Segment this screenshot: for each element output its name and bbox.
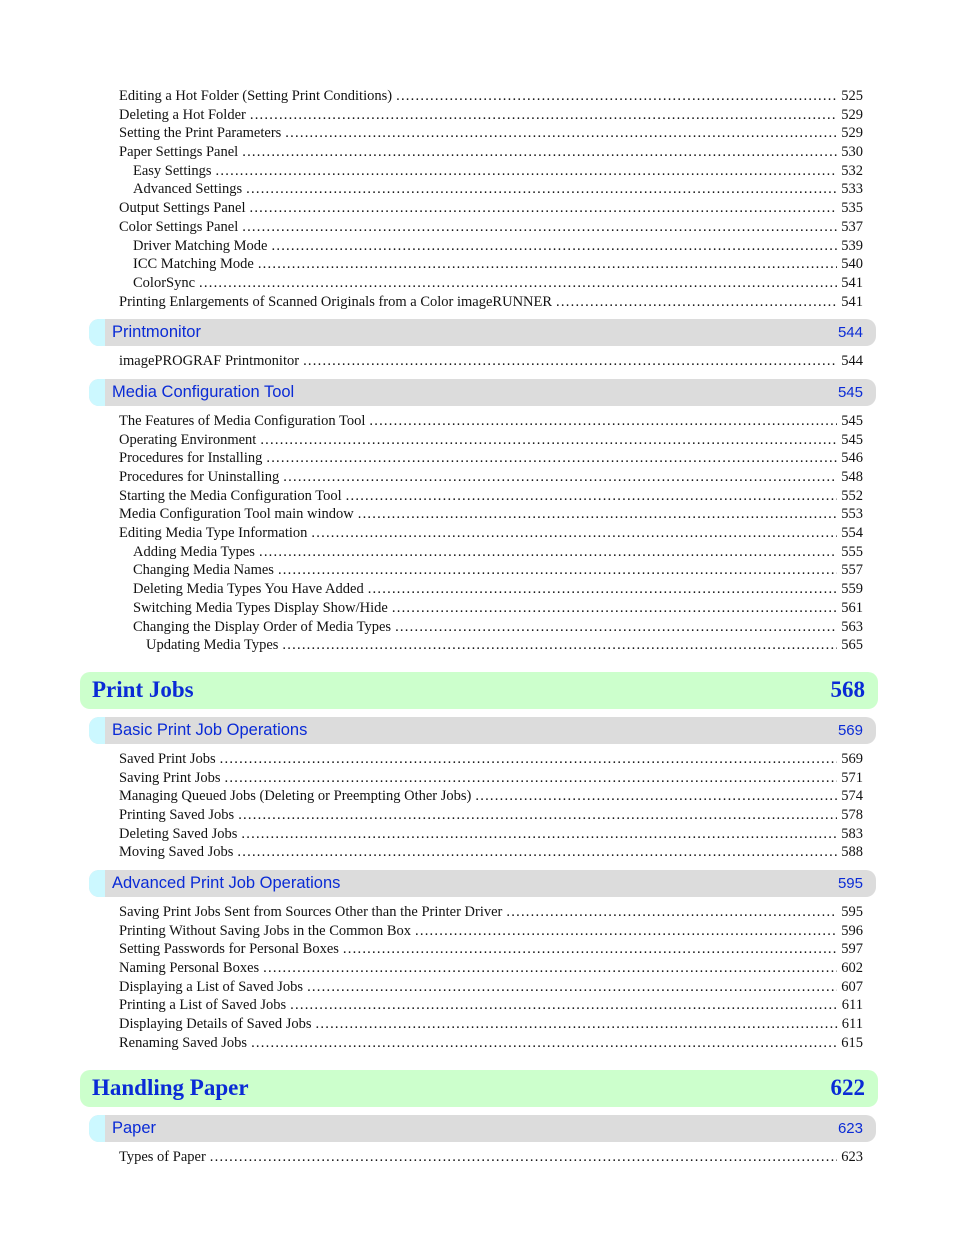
toc-entry-title: Paper Settings Panel: [119, 144, 239, 161]
toc-entry: [0, 412, 954, 431]
toc-entry-link[interactable]: [119, 996, 863, 1015]
toc-entry-page: 554: [841, 525, 863, 542]
section-title: Printmonitor: [112, 323, 201, 342]
toc-entry-title: Adding Media Types: [133, 543, 255, 560]
toc-entry: [0, 543, 954, 562]
dot-leader: [258, 255, 837, 274]
toc-entry-page: 588: [841, 844, 863, 861]
toc-entry-page: 623: [841, 1148, 863, 1165]
dot-leader: [250, 106, 837, 125]
toc-entry-link[interactable]: [133, 618, 863, 637]
toc-entry-link[interactable]: [119, 293, 863, 312]
toc-entry-link[interactable]: [119, 806, 863, 825]
toc-entry-link[interactable]: [119, 468, 863, 487]
toc-entry: [0, 487, 954, 506]
toc-entry-title: Editing a Hot Folder (Setting Print Conditions): [119, 88, 393, 104]
dot-leader: [249, 199, 837, 218]
toc-entry-link[interactable]: [133, 599, 863, 618]
chapter-title: Handling Paper: [92, 1074, 249, 1100]
toc-entry-page: 544: [841, 353, 863, 370]
toc-section-header: [0, 1115, 954, 1144]
toc-entry-page: 557: [841, 562, 863, 579]
toc-entry-page: 611: [841, 997, 863, 1014]
toc-entry: [0, 978, 954, 997]
toc-entry-title: Displaying Details of Saved Jobs: [119, 1016, 312, 1033]
toc-entry-title: Moving Saved Jobs: [119, 844, 234, 861]
toc-entry-page: 529: [841, 125, 863, 142]
section-title: Media Configuration Tool: [112, 382, 295, 401]
toc-entry-page: 559: [841, 581, 863, 598]
toc-entry: [0, 843, 954, 862]
toc-entry: [0, 806, 954, 825]
dot-leader: [415, 922, 837, 941]
toc-chapter-header: [0, 672, 954, 709]
toc-entry-title: Updating Media Types: [146, 637, 279, 654]
dot-leader: [242, 218, 837, 237]
toc-entry-title: imagePROGRAF Printmonitor: [119, 353, 300, 370]
toc-entry-page: 535: [841, 200, 863, 217]
toc-entry-link[interactable]: [119, 412, 863, 431]
toc-entry-title: Saving Print Jobs Sent from Sources Other than the Printer Driver: [119, 904, 503, 920]
dot-leader: [278, 561, 837, 580]
toc-entry-page: 546: [841, 450, 863, 467]
toc-entry-link[interactable]: [133, 162, 863, 181]
dot-leader: [369, 412, 837, 431]
toc-entry-link[interactable]: [119, 1148, 863, 1167]
toc-entry-title: Procedures for Uninstalling: [119, 469, 280, 485]
toc-entry: [0, 1015, 954, 1034]
toc-entry: [0, 1148, 954, 1167]
dot-leader: [506, 903, 837, 922]
toc-entry-title: Managing Queued Jobs (Deleting or Preempting Other Jobs): [119, 788, 472, 805]
toc-entry-link[interactable]: [146, 636, 863, 655]
toc-entry-title: Editing Media Type Information: [119, 525, 308, 542]
toc-entry-link[interactable]: [119, 106, 863, 125]
dot-leader: [290, 996, 838, 1015]
toc-entry-page: 539: [841, 237, 863, 254]
dot-leader: [396, 87, 837, 106]
dot-leader: [343, 940, 837, 959]
dot-leader: [395, 618, 837, 637]
toc-entry: [0, 505, 954, 524]
toc-entry-page: 596: [841, 922, 863, 939]
toc-entry: [0, 769, 954, 788]
dot-leader: [210, 1148, 837, 1167]
toc-entry-link[interactable]: [119, 124, 863, 143]
toc-entry-link[interactable]: [133, 580, 863, 599]
toc-entry-title: Printing a List of Saved Jobs: [119, 997, 287, 1014]
toc-entry-title: Color Settings Panel: [119, 218, 239, 235]
toc-entry-link[interactable]: [119, 750, 863, 769]
dot-leader: [266, 449, 837, 468]
section-title: Advanced Print Job Operations: [112, 874, 341, 892]
toc-entry-page: 578: [841, 806, 863, 823]
toc-entry-link[interactable]: [119, 843, 863, 862]
toc-entry-title: Starting the Media Configuration Tool: [119, 487, 342, 504]
toc-entry-link[interactable]: [119, 143, 863, 162]
dot-leader: [346, 487, 838, 506]
toc-section-link[interactable]: [89, 870, 876, 897]
toc-entry-title: Deleting Saved Jobs: [119, 825, 238, 842]
toc-entry-link[interactable]: [133, 237, 863, 256]
toc-entry-page: 529: [841, 106, 863, 123]
toc-entry-page: 595: [841, 904, 863, 920]
dot-leader: [251, 1034, 837, 1053]
toc-entry-title: Advanced Settings: [133, 181, 243, 198]
dot-leader: [475, 787, 837, 806]
toc-entry-page: 607: [841, 978, 863, 995]
toc-entry-title: Renaming Saved Jobs: [119, 1034, 248, 1051]
toc-entry-page: 532: [841, 162, 863, 179]
toc-entry-title: Setting the Print Parameters: [119, 125, 282, 142]
dot-leader: [238, 806, 837, 825]
toc-entry-link[interactable]: [119, 449, 863, 468]
toc-entry: [0, 922, 954, 941]
toc-entry-title: Operating Environment: [119, 431, 257, 448]
toc-entry: [0, 959, 954, 978]
toc-entry-page: 602: [841, 960, 863, 977]
section-page: 545: [837, 383, 863, 401]
toc-entry-link[interactable]: [133, 180, 863, 199]
toc-chapter-header: [0, 1070, 954, 1107]
toc-entry-link[interactable]: [119, 1034, 863, 1053]
dot-leader: [246, 180, 837, 199]
toc-entry-link[interactable]: [119, 922, 863, 941]
dot-leader: [311, 524, 837, 543]
toc-section-link[interactable]: [89, 319, 876, 346]
toc-entry-link[interactable]: [133, 255, 863, 274]
toc-entry-link[interactable]: [119, 769, 863, 788]
dot-leader: [392, 599, 837, 618]
dot-leader: [285, 124, 837, 143]
toc-entry-link[interactable]: [119, 524, 863, 543]
toc-entry: [0, 580, 954, 599]
toc-entry: [0, 750, 954, 769]
dot-leader: [272, 237, 838, 256]
toc-entry-page: 615: [841, 1034, 863, 1051]
toc-entry-title: Saving Print Jobs: [119, 769, 221, 786]
toc-entry: [0, 903, 954, 922]
toc-entry-page: 574: [841, 788, 863, 805]
toc-entry: [0, 1034, 954, 1053]
toc-entry-page: 548: [841, 469, 863, 485]
toc-entry-page: 530: [841, 144, 863, 161]
dot-leader: [259, 543, 837, 562]
toc-entry-title: The Features of Media Configuration Tool: [119, 412, 366, 429]
section-page: 595: [837, 875, 863, 892]
toc-entry: [0, 274, 954, 293]
dot-leader: [263, 959, 837, 978]
dot-leader: [283, 468, 837, 487]
chapter-page: 622: [830, 1074, 865, 1100]
toc-chapter-link[interactable]: [80, 672, 878, 709]
toc-entry-page: 571: [841, 769, 863, 786]
toc-entry-page: 545: [841, 412, 863, 429]
toc-entry-link[interactable]: [119, 505, 863, 524]
toc-entry-title: Media Configuration Tool main window: [119, 506, 354, 523]
toc-entry-link[interactable]: [119, 978, 863, 997]
toc-entry-link[interactable]: [133, 561, 863, 580]
toc-entry-link[interactable]: [119, 431, 863, 450]
toc-entry-title: Changing Media Names: [133, 562, 274, 579]
dot-leader: [368, 580, 838, 599]
section-page: 623: [837, 1119, 863, 1137]
toc-entry: [0, 218, 954, 237]
dot-leader: [241, 825, 837, 844]
toc-entry-title: Displaying a List of Saved Jobs: [119, 978, 304, 995]
toc-entry: [0, 352, 954, 371]
toc-entry-link[interactable]: [119, 825, 863, 844]
toc-entry-link[interactable]: [119, 87, 863, 106]
toc-entry-title: Output Settings Panel: [119, 200, 246, 217]
toc-entry-title: Printing Without Saving Jobs in the Common Box: [119, 922, 411, 939]
dot-leader: [556, 293, 837, 312]
toc-section-header: [0, 870, 954, 899]
chapter-title: Print Jobs: [92, 676, 194, 702]
toc-entry-page: 561: [841, 599, 863, 616]
toc-entry: [0, 787, 954, 806]
toc-chapter-link[interactable]: [80, 1070, 878, 1107]
toc-entry-link[interactable]: [119, 487, 863, 506]
toc-entry: [0, 143, 954, 162]
toc-entry-page: 569: [841, 750, 863, 767]
dot-leader: [237, 843, 837, 862]
toc-entry-page: 545: [841, 431, 863, 448]
toc-entry-title: ColorSync: [133, 274, 196, 291]
toc-entry-title: Printing Saved Jobs: [119, 806, 235, 823]
toc-entry-link[interactable]: [119, 787, 863, 806]
toc-entry: [0, 524, 954, 543]
toc-section-link[interactable]: [89, 1115, 876, 1142]
toc-entry-title: Setting Passwords for Personal Boxes: [119, 941, 339, 958]
toc-entry-page: 565: [841, 637, 863, 654]
toc-entry-page: 541: [841, 293, 863, 310]
toc-entry-page: 583: [841, 825, 863, 842]
dot-leader: [216, 162, 838, 181]
toc-entry-link[interactable]: [119, 903, 863, 922]
toc-entry-title: Changing the Display Order of Media Types: [133, 618, 392, 635]
toc-entry: [0, 940, 954, 959]
toc-entry-page: 552: [841, 487, 863, 504]
toc-entry: [0, 87, 954, 106]
dot-leader: [220, 750, 838, 769]
toc-entry-link[interactable]: [119, 940, 863, 959]
dot-leader: [282, 636, 837, 655]
toc-entry-title: Driver Matching Mode: [133, 237, 268, 254]
toc-entry-title: Deleting a Hot Folder: [119, 106, 246, 123]
toc-entry-title: Switching Media Types Display Show/Hide: [133, 599, 388, 616]
toc-entry-page: 541: [841, 274, 863, 291]
toc-entry-page: 555: [841, 543, 863, 560]
toc-entry-title: Naming Personal Boxes: [119, 960, 260, 977]
toc-entry-link[interactable]: [119, 959, 863, 978]
section-title: Paper: [112, 1118, 157, 1137]
toc-entry: [0, 199, 954, 218]
toc-entry: [0, 825, 954, 844]
toc-entry-link[interactable]: [119, 352, 863, 371]
toc-entry-title: Deleting Media Types You Have Added: [133, 581, 364, 598]
toc-entry: [0, 237, 954, 256]
toc-entry-page: 525: [841, 88, 863, 104]
toc-entry-page: 611: [841, 1016, 863, 1033]
toc-entry-link[interactable]: [133, 274, 863, 293]
toc-entry: [0, 599, 954, 618]
toc-entry: [0, 449, 954, 468]
toc-entry-title: Saved Print Jobs: [119, 750, 216, 767]
toc-entry-link[interactable]: [119, 218, 863, 237]
toc-entry-link[interactable]: [133, 543, 863, 562]
toc-entry-title: Types of Paper: [119, 1148, 206, 1165]
toc-entry-title: Printing Enlargements of Scanned Originals from a Color imageRUNNER: [119, 293, 553, 310]
toc-entry: [0, 561, 954, 580]
toc-entry: [0, 124, 954, 143]
toc-entry: [0, 293, 954, 312]
section-page: 569: [837, 721, 863, 739]
toc-entry: [0, 468, 954, 487]
dot-leader: [303, 352, 837, 371]
toc-entry-page: 553: [841, 506, 863, 523]
dot-leader: [316, 1015, 838, 1034]
section-title: Basic Print Job Operations: [112, 720, 308, 739]
toc-entry-link[interactable]: [119, 199, 863, 218]
toc-entry: [0, 996, 954, 1015]
toc-entry-page: 533: [841, 181, 863, 198]
dot-leader: [225, 769, 838, 788]
dot-leader: [358, 505, 838, 524]
toc-entry: [0, 431, 954, 450]
toc-entry-link[interactable]: [119, 1015, 863, 1034]
toc-entry-title: Easy Settings: [133, 162, 212, 179]
toc-section-header: [0, 717, 954, 746]
toc-entry-page: 540: [841, 256, 863, 273]
chapter-page: 568: [830, 676, 865, 702]
toc-entry-title: ICC Matching Mode: [133, 256, 254, 273]
toc-section-link[interactable]: [89, 379, 876, 406]
toc-entry-page: 597: [841, 941, 863, 958]
toc-entry-page: 563: [841, 618, 863, 635]
dot-leader: [199, 274, 837, 293]
toc-entry: [0, 636, 954, 655]
toc-entry: [0, 162, 954, 181]
toc-entry: [0, 255, 954, 274]
dot-leader: [307, 978, 837, 997]
toc-entry: [0, 106, 954, 125]
toc-entry-page: 537: [841, 218, 863, 235]
dot-leader: [260, 431, 837, 450]
toc-section-header: [0, 319, 954, 348]
toc-section-header: [0, 379, 954, 408]
table-of-contents: [0, 87, 954, 1166]
section-page: 544: [837, 324, 863, 342]
toc-entry: [0, 618, 954, 637]
toc-entry: [0, 180, 954, 199]
dot-leader: [242, 143, 837, 162]
toc-entry-title: Procedures for Installing: [119, 450, 263, 467]
toc-section-link[interactable]: [89, 717, 876, 744]
